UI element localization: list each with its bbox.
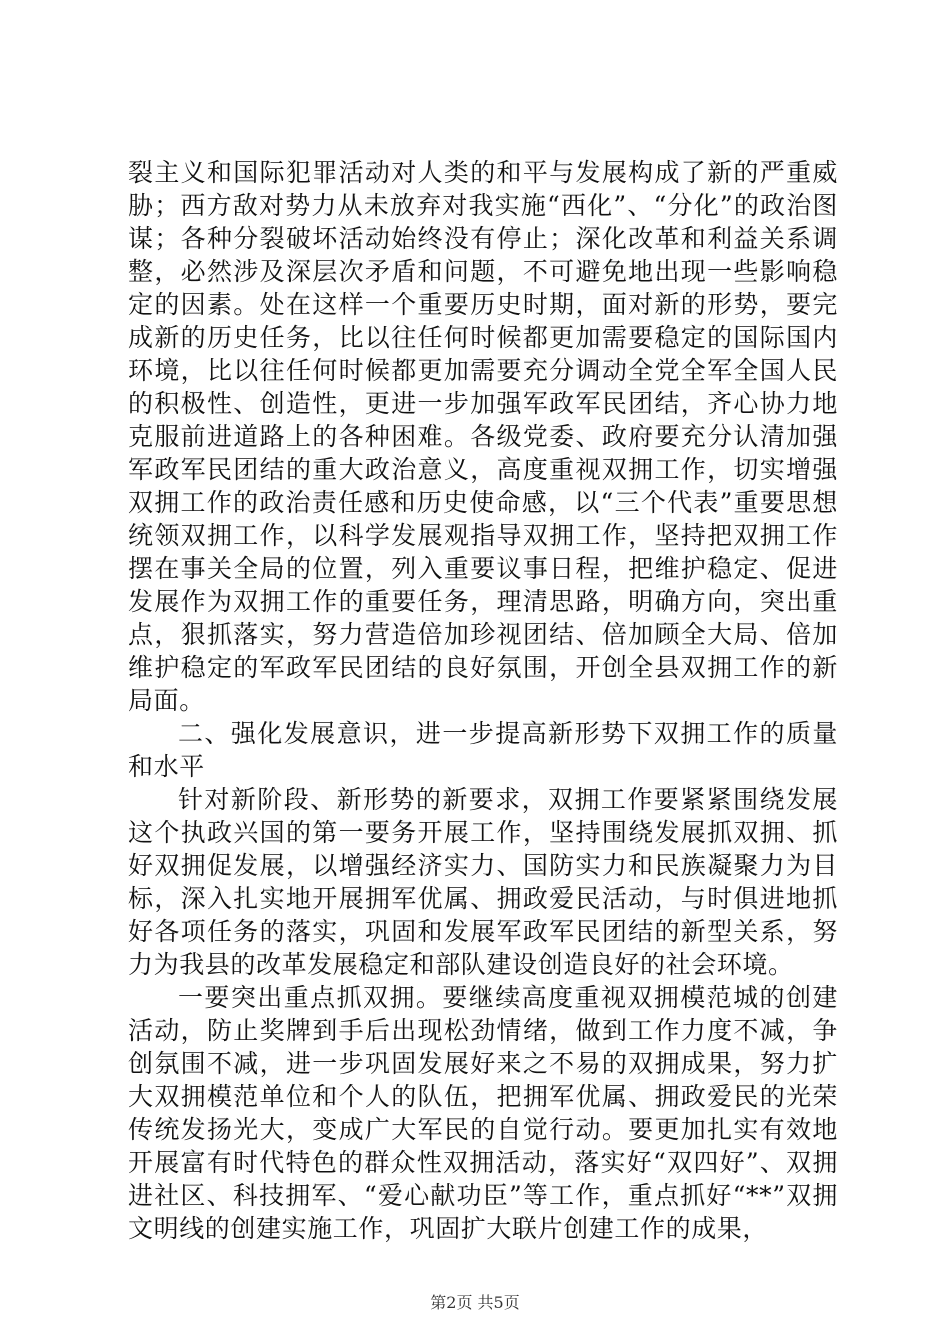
page-number-footer: 第2页 共5页 [430,1293,520,1312]
section-heading: 二、强化发展意识，进一步提高新形势下双拥工作的质量和水平 [128,719,838,781]
paragraph-continuation: 裂主义和国际犯罪活动对人类的和平与发展构成了新的严重威胁；西方敌对势力从未放弃对我实施“西化”、“分化”的政治图谋；各种分裂破坏活动始终没有停止；深化改革和利益关系调整，必然涉及深层次矛盾和问题，不可避免地出现一些影响稳定的因素。处在这样一个重要历史时期，面对新的形势，要完成新的历史任务，比以往任何时候都更加需要稳定的国际国内环境，比以往任何时候都更加需要充分调动全党全军全国人民的积极性、创造性，更进一步加强军政军民团结，齐心协力地克服前进道路上的各种困难。各级党委、政府要充分认清加强军政军民团结的重大政治意义，高度重视双拥工作，切实增强双拥工作的政治责任感和历史使命感，以“三个代表”重要思想统领双拥工作，以科学发展观指导双拥工作，坚持把双拥工作摆在事关全局的位置，列入重要议事日程，把维护稳定、促进发展作为双拥工作的重要任务，理清思路，明确方向，突出重点，狠抓落实，努力营造倍加珍视团结、倍加顾全大局、倍加维护稳定的军政军民团结的良好氛围，开创全县双拥工作的新局面。 [128,158,838,715]
document-body [128,156,838,1245]
paragraph: 针对新阶段、新形势的新要求，双拥工作要紧紧围绕发展这个执政兴国的第一要务开展工作，坚持围绕发展抓双拥、抓好双拥促发展，以增强经济实力、国防实力和民族凝聚力为目标，深入扎实地开展拥军优属、拥政爱民活动，与时俱进地抓好各项任务的落实，巩固和发展军政军民团结的新型关系，努力为我县的改革发展稳定和部队建设创造良好的社会环境。 [128,785,838,979]
paragraph: 一要突出重点抓双拥。要继续高度重视双拥模范城的创建活动，防止奖牌到手后出现松劲情绪，做到工作力度不减，争创氛围不减，进一步巩固发展好来之不易的双拥成果，努力扩大双拥模范单位和个人的队伍，把拥军优属、拥政爱民的光荣传统发扬光大，变成广大军民的自觉行动。要更加扎实有效地开展富有时代特色的群众性双拥活动，落实好“双四好”、双拥进社区、科技拥军、“爱心献功臣”等工作，重点抓好“**”双拥文明线的创建实施工作，巩固扩大联片创建工作的成果， [128,983,838,1243]
